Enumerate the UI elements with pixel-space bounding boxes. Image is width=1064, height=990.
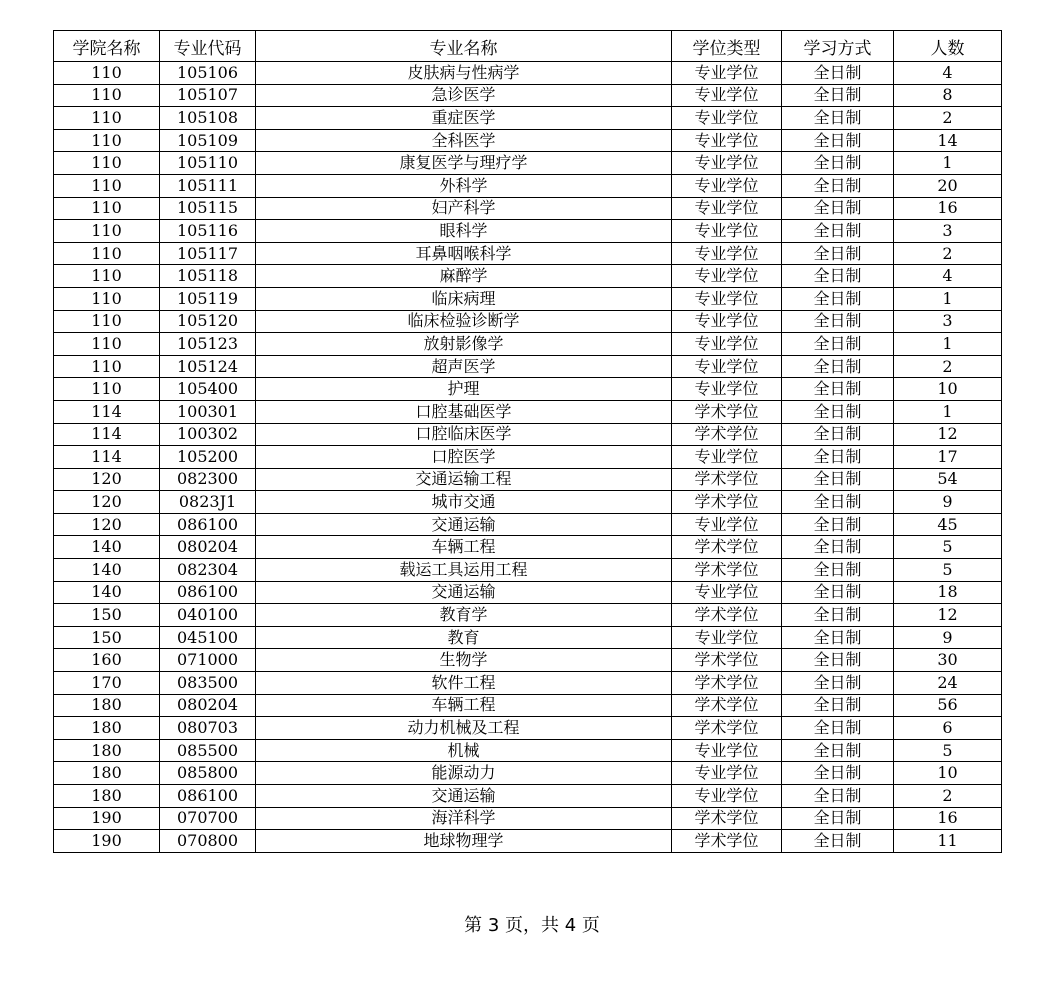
cell-major-code: 080703: [160, 717, 256, 740]
cell-major-name: 城市交通: [256, 491, 672, 514]
cell-major-code: 105120: [160, 310, 256, 333]
cell-major-code: 082304: [160, 559, 256, 582]
cell-major-code: 105110: [160, 152, 256, 175]
cell-major-name: 麻醉学: [256, 265, 672, 288]
cell-major-name: 交通运输: [256, 513, 672, 536]
cell-major-code: 105118: [160, 265, 256, 288]
cell-degree-type: 学术学位: [672, 491, 782, 514]
cell-degree-type: 专业学位: [672, 626, 782, 649]
cell-major-code: 105119: [160, 287, 256, 310]
cell-college-code: 120: [54, 513, 160, 536]
cell-major-name: 车辆工程: [256, 536, 672, 559]
cell-college-code: 110: [54, 129, 160, 152]
cell-degree-type: 学术学位: [672, 649, 782, 672]
table-row: [54, 807, 1002, 830]
header-degree-type: 学位类型: [672, 31, 782, 62]
table-row: [54, 62, 1002, 85]
cell-degree-type: 专业学位: [672, 174, 782, 197]
cell-major-code: 085800: [160, 762, 256, 785]
cell-study-mode: 全日制: [782, 446, 894, 469]
cell-degree-type: 专业学位: [672, 107, 782, 130]
enrollment-table: [53, 30, 1002, 853]
cell-study-mode: 全日制: [782, 785, 894, 808]
cell-major-code: 070800: [160, 830, 256, 853]
cell-count: 16: [894, 197, 1002, 220]
cell-major-code: 0823J1: [160, 491, 256, 514]
cell-degree-type: 专业学位: [672, 84, 782, 107]
cell-count: 45: [894, 513, 1002, 536]
cell-major-code: 040100: [160, 604, 256, 627]
cell-count: 10: [894, 378, 1002, 401]
cell-degree-type: 学术学位: [672, 400, 782, 423]
table-row: [54, 242, 1002, 265]
cell-major-code: 105124: [160, 355, 256, 378]
cell-major-name: 口腔基础医学: [256, 400, 672, 423]
table-row: [54, 559, 1002, 582]
cell-major-code: 086100: [160, 581, 256, 604]
cell-major-name: 眼科学: [256, 220, 672, 243]
cell-count: 14: [894, 129, 1002, 152]
cell-college-code: 110: [54, 107, 160, 130]
cell-count: 5: [894, 536, 1002, 559]
cell-college-code: 170: [54, 672, 160, 695]
cell-study-mode: 全日制: [782, 536, 894, 559]
cell-study-mode: 全日制: [782, 152, 894, 175]
header-major-name: 专业名称: [256, 31, 672, 62]
table-row: [54, 197, 1002, 220]
cell-major-name: 口腔医学: [256, 446, 672, 469]
cell-degree-type: 专业学位: [672, 513, 782, 536]
cell-major-code: 070700: [160, 807, 256, 830]
cell-major-name: 交通运输: [256, 581, 672, 604]
cell-college-code: 150: [54, 626, 160, 649]
table-row: [54, 672, 1002, 695]
cell-college-code: 110: [54, 265, 160, 288]
cell-study-mode: 全日制: [782, 174, 894, 197]
enrollment-table-container: [53, 30, 1001, 853]
cell-major-code: 080204: [160, 694, 256, 717]
cell-major-name: 教育学: [256, 604, 672, 627]
cell-study-mode: 全日制: [782, 581, 894, 604]
cell-study-mode: 全日制: [782, 310, 894, 333]
cell-major-name: 口腔临床医学: [256, 423, 672, 446]
cell-college-code: 180: [54, 739, 160, 762]
cell-major-code: 071000: [160, 649, 256, 672]
cell-degree-type: 专业学位: [672, 446, 782, 469]
cell-major-code: 080204: [160, 536, 256, 559]
cell-major-code: 105111: [160, 174, 256, 197]
cell-major-name: 能源动力: [256, 762, 672, 785]
cell-study-mode: 全日制: [782, 468, 894, 491]
cell-major-name: 康复医学与理疗学: [256, 152, 672, 175]
table-row: [54, 107, 1002, 130]
cell-college-code: 114: [54, 423, 160, 446]
cell-study-mode: 全日制: [782, 559, 894, 582]
cell-study-mode: 全日制: [782, 400, 894, 423]
cell-degree-type: 学术学位: [672, 672, 782, 695]
table-row: [54, 491, 1002, 514]
cell-study-mode: 全日制: [782, 107, 894, 130]
cell-college-code: 140: [54, 536, 160, 559]
cell-major-name: 载运工具运用工程: [256, 559, 672, 582]
table-row: [54, 446, 1002, 469]
cell-major-code: 105123: [160, 333, 256, 356]
table-row: [54, 830, 1002, 853]
cell-study-mode: 全日制: [782, 694, 894, 717]
cell-college-code: 110: [54, 174, 160, 197]
cell-major-code: 105115: [160, 197, 256, 220]
cell-college-code: 190: [54, 807, 160, 830]
cell-study-mode: 全日制: [782, 672, 894, 695]
cell-degree-type: 专业学位: [672, 197, 782, 220]
cell-major-code: 105108: [160, 107, 256, 130]
table-row: [54, 536, 1002, 559]
table-row: [54, 355, 1002, 378]
cell-degree-type: 专业学位: [672, 265, 782, 288]
cell-count: 1: [894, 400, 1002, 423]
table-row: [54, 174, 1002, 197]
cell-college-code: 110: [54, 242, 160, 265]
cell-major-code: 100302: [160, 423, 256, 446]
cell-study-mode: 全日制: [782, 355, 894, 378]
cell-study-mode: 全日制: [782, 129, 894, 152]
page-number: 第 3 页，共 4 页: [464, 915, 600, 936]
cell-major-name: 皮肤病与性病学: [256, 62, 672, 85]
table-row: [54, 626, 1002, 649]
cell-college-code: 110: [54, 310, 160, 333]
cell-major-name: 急诊医学: [256, 84, 672, 107]
header-major-code: 专业代码: [160, 31, 256, 62]
cell-major-name: 地球物理学: [256, 830, 672, 853]
cell-count: 5: [894, 739, 1002, 762]
cell-major-name: 外科学: [256, 174, 672, 197]
cell-college-code: 110: [54, 84, 160, 107]
cell-major-name: 生物学: [256, 649, 672, 672]
cell-major-name: 软件工程: [256, 672, 672, 695]
cell-degree-type: 学术学位: [672, 604, 782, 627]
cell-major-code: 105106: [160, 62, 256, 85]
cell-college-code: 180: [54, 694, 160, 717]
cell-major-code: 045100: [160, 626, 256, 649]
cell-degree-type: 专业学位: [672, 762, 782, 785]
cell-degree-type: 学术学位: [672, 807, 782, 830]
cell-major-code: 085500: [160, 739, 256, 762]
cell-major-code: 086100: [160, 513, 256, 536]
cell-count: 30: [894, 649, 1002, 672]
cell-study-mode: 全日制: [782, 762, 894, 785]
table-header-row: [54, 31, 1002, 62]
cell-major-code: 082300: [160, 468, 256, 491]
cell-major-code: 105109: [160, 129, 256, 152]
cell-study-mode: 全日制: [782, 604, 894, 627]
cell-college-code: 114: [54, 400, 160, 423]
cell-major-code: 105107: [160, 84, 256, 107]
cell-college-code: 120: [54, 468, 160, 491]
cell-count: 1: [894, 333, 1002, 356]
cell-major-name: 动力机械及工程: [256, 717, 672, 740]
table-row: [54, 152, 1002, 175]
cell-degree-type: 专业学位: [672, 62, 782, 85]
cell-degree-type: 专业学位: [672, 310, 782, 333]
cell-major-name: 交通运输: [256, 785, 672, 808]
cell-degree-type: 学术学位: [672, 717, 782, 740]
cell-count: 2: [894, 107, 1002, 130]
cell-major-name: 妇产科学: [256, 197, 672, 220]
table-row: [54, 785, 1002, 808]
cell-major-code: 105400: [160, 378, 256, 401]
cell-college-code: 110: [54, 355, 160, 378]
cell-count: 17: [894, 446, 1002, 469]
cell-major-name: 耳鼻咽喉科学: [256, 242, 672, 265]
cell-major-name: 车辆工程: [256, 694, 672, 717]
header-study-mode: 学习方式: [782, 31, 894, 62]
cell-degree-type: 专业学位: [672, 333, 782, 356]
cell-study-mode: 全日制: [782, 84, 894, 107]
cell-degree-type: 学术学位: [672, 830, 782, 853]
table-row: [54, 265, 1002, 288]
table-row: [54, 400, 1002, 423]
cell-degree-type: 专业学位: [672, 242, 782, 265]
cell-college-code: 190: [54, 830, 160, 853]
cell-count: 54: [894, 468, 1002, 491]
header-college-name: 学院名称: [54, 31, 160, 62]
cell-college-code: 110: [54, 152, 160, 175]
cell-study-mode: 全日制: [782, 333, 894, 356]
cell-college-code: 140: [54, 581, 160, 604]
table-row: [54, 762, 1002, 785]
cell-college-code: 110: [54, 378, 160, 401]
cell-degree-type: 专业学位: [672, 785, 782, 808]
table-row: [54, 333, 1002, 356]
cell-study-mode: 全日制: [782, 265, 894, 288]
cell-study-mode: 全日制: [782, 649, 894, 672]
table-row: [54, 378, 1002, 401]
cell-study-mode: 全日制: [782, 423, 894, 446]
table-row: [54, 581, 1002, 604]
cell-degree-type: 专业学位: [672, 220, 782, 243]
cell-count: 56: [894, 694, 1002, 717]
cell-college-code: 120: [54, 491, 160, 514]
cell-count: 4: [894, 265, 1002, 288]
cell-degree-type: 专业学位: [672, 355, 782, 378]
cell-count: 12: [894, 604, 1002, 627]
cell-count: 2: [894, 785, 1002, 808]
cell-degree-type: 学术学位: [672, 694, 782, 717]
cell-college-code: 110: [54, 287, 160, 310]
cell-count: 1: [894, 287, 1002, 310]
table-row: [54, 694, 1002, 717]
table-row: [54, 129, 1002, 152]
cell-major-name: 放射影像学: [256, 333, 672, 356]
cell-study-mode: 全日制: [782, 378, 894, 401]
cell-major-code: 105117: [160, 242, 256, 265]
cell-major-code: 105116: [160, 220, 256, 243]
cell-count: 5: [894, 559, 1002, 582]
cell-college-code: 180: [54, 717, 160, 740]
cell-count: 24: [894, 672, 1002, 695]
cell-study-mode: 全日制: [782, 242, 894, 265]
cell-major-code: 105200: [160, 446, 256, 469]
cell-count: 9: [894, 491, 1002, 514]
cell-count: 3: [894, 310, 1002, 333]
cell-major-code: 083500: [160, 672, 256, 695]
table-row: [54, 310, 1002, 333]
cell-study-mode: 全日制: [782, 513, 894, 536]
cell-degree-type: 学术学位: [672, 468, 782, 491]
cell-count: 2: [894, 242, 1002, 265]
cell-college-code: 114: [54, 446, 160, 469]
table-row: [54, 513, 1002, 536]
cell-college-code: 110: [54, 197, 160, 220]
table-row: [54, 604, 1002, 627]
cell-count: 10: [894, 762, 1002, 785]
cell-major-name: 机械: [256, 739, 672, 762]
cell-count: 16: [894, 807, 1002, 830]
cell-count: 6: [894, 717, 1002, 740]
cell-major-name: 全科医学: [256, 129, 672, 152]
cell-count: 18: [894, 581, 1002, 604]
cell-count: 2: [894, 355, 1002, 378]
table-row: [54, 468, 1002, 491]
cell-college-code: 110: [54, 220, 160, 243]
cell-count: 1: [894, 152, 1002, 175]
cell-college-code: 180: [54, 762, 160, 785]
table-row: [54, 423, 1002, 446]
table-row: [54, 220, 1002, 243]
table-row: [54, 287, 1002, 310]
cell-degree-type: 专业学位: [672, 152, 782, 175]
cell-degree-type: 专业学位: [672, 581, 782, 604]
cell-college-code: 150: [54, 604, 160, 627]
cell-count: 12: [894, 423, 1002, 446]
cell-count: 4: [894, 62, 1002, 85]
table-row: [54, 649, 1002, 672]
cell-study-mode: 全日制: [782, 62, 894, 85]
cell-college-code: 140: [54, 559, 160, 582]
cell-study-mode: 全日制: [782, 717, 894, 740]
cell-major-name: 教育: [256, 626, 672, 649]
cell-major-name: 临床检验诊断学: [256, 310, 672, 333]
cell-count: 3: [894, 220, 1002, 243]
cell-study-mode: 全日制: [782, 197, 894, 220]
cell-study-mode: 全日制: [782, 626, 894, 649]
cell-study-mode: 全日制: [782, 287, 894, 310]
cell-major-code: 100301: [160, 400, 256, 423]
cell-count: 20: [894, 174, 1002, 197]
cell-degree-type: 学术学位: [672, 536, 782, 559]
cell-study-mode: 全日制: [782, 830, 894, 853]
cell-major-code: 086100: [160, 785, 256, 808]
cell-count: 11: [894, 830, 1002, 853]
table-body: [54, 62, 1002, 853]
cell-degree-type: 专业学位: [672, 129, 782, 152]
cell-college-code: 110: [54, 62, 160, 85]
table-row: [54, 717, 1002, 740]
cell-major-name: 护理: [256, 378, 672, 401]
cell-count: 8: [894, 84, 1002, 107]
cell-college-code: 160: [54, 649, 160, 672]
cell-college-code: 180: [54, 785, 160, 808]
table-row: [54, 739, 1002, 762]
cell-major-name: 海洋科学: [256, 807, 672, 830]
cell-degree-type: 专业学位: [672, 378, 782, 401]
cell-degree-type: 学术学位: [672, 559, 782, 582]
cell-major-name: 交通运输工程: [256, 468, 672, 491]
cell-degree-type: 学术学位: [672, 423, 782, 446]
header-count: 人数: [894, 31, 1002, 62]
cell-study-mode: 全日制: [782, 491, 894, 514]
cell-study-mode: 全日制: [782, 220, 894, 243]
cell-major-name: 超声医学: [256, 355, 672, 378]
cell-study-mode: 全日制: [782, 807, 894, 830]
cell-degree-type: 专业学位: [672, 739, 782, 762]
cell-major-name: 重症医学: [256, 107, 672, 130]
table-row: [54, 84, 1002, 107]
cell-college-code: 110: [54, 333, 160, 356]
cell-degree-type: 专业学位: [672, 287, 782, 310]
cell-study-mode: 全日制: [782, 739, 894, 762]
cell-major-name: 临床病理: [256, 287, 672, 310]
cell-count: 9: [894, 626, 1002, 649]
